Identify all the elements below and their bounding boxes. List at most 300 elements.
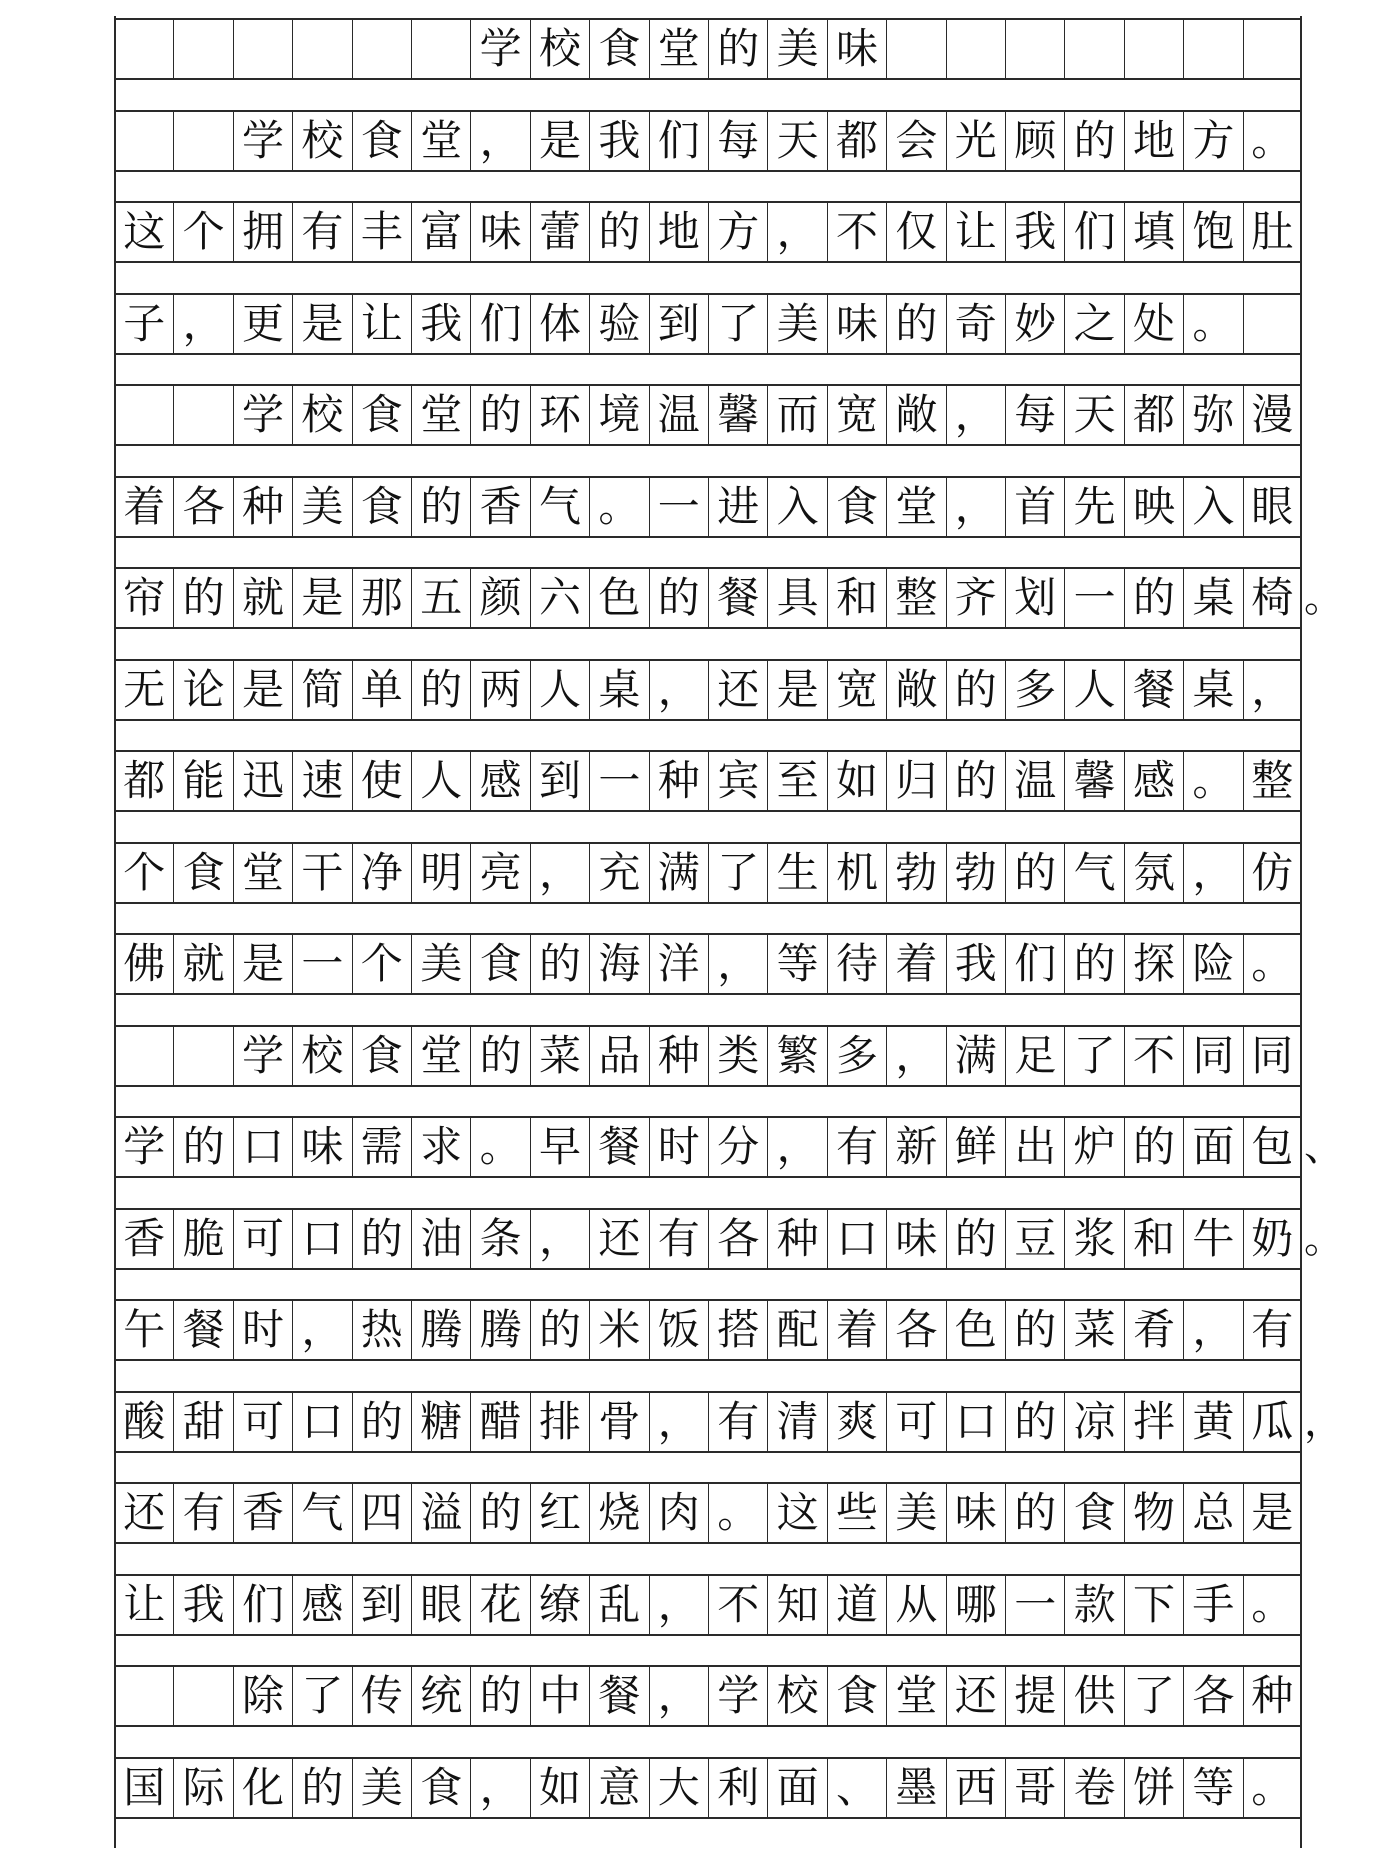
grid-cell: 各 (886, 1301, 945, 1359)
grid-cell: 堂 (886, 1667, 945, 1725)
grid-cell: 眼 (411, 1576, 470, 1634)
grid-cell: 而 (767, 386, 826, 444)
grid-cell: ， (767, 1118, 826, 1176)
grid-cell: 眼 (1243, 478, 1302, 536)
grid-cell: 颜 (470, 569, 529, 627)
grid-cell: 让 (946, 203, 1005, 261)
grid-cell (114, 1667, 173, 1725)
grid-cell: 堂 (411, 112, 470, 170)
grid-cell: 不 (708, 1576, 767, 1634)
grid-cell: 条 (470, 1210, 529, 1268)
grid-cell: 至 (767, 752, 826, 810)
grid-cell: 馨 (708, 386, 767, 444)
grid-cell: 论 (173, 661, 232, 719)
grid-cell: 饼 (1124, 1759, 1183, 1817)
grid-row (114, 1665, 1302, 1727)
grid-cell: ， (530, 844, 589, 902)
grid-cell: 食 (589, 20, 648, 78)
grid-cell: 我 (1005, 203, 1064, 261)
grid-cell: 脆 (173, 1210, 232, 1268)
grid-cell: 迅 (233, 752, 292, 810)
grid-cell: 映 (1124, 478, 1183, 536)
grid-cell: 明 (411, 844, 470, 902)
grid-cell: 亮 (470, 844, 529, 902)
grid-row (114, 659, 1302, 721)
grid-cell: 乱 (589, 1576, 648, 1634)
grid-cell: 体 (530, 295, 589, 353)
grid-cell: 个 (173, 203, 232, 261)
grid-cell: 们 (649, 112, 708, 170)
grid-cell: 食 (411, 1759, 470, 1817)
grid-row (114, 1025, 1302, 1087)
grid-cell: 六 (530, 569, 589, 627)
grid-cell: 早 (530, 1118, 589, 1176)
grid-cell: 同 (1243, 1027, 1302, 1085)
grid-cell: 菜 (1064, 1301, 1123, 1359)
grid-cell: 那 (352, 569, 411, 627)
grid-cell: 椅 (1243, 569, 1302, 627)
grid-cell: 着 (886, 935, 945, 993)
grid-cell: 具 (767, 569, 826, 627)
grid-cell: 口 (946, 1393, 1005, 1451)
grid-cell: 缭 (530, 1576, 589, 1634)
grid-cell: ， (886, 1027, 945, 1085)
grid-cell: 蕾 (530, 203, 589, 261)
grid-cell: 豆 (1005, 1210, 1064, 1268)
grid-cell: 天 (767, 112, 826, 170)
grid-row (114, 842, 1302, 904)
grid-cell: 了 (1124, 1667, 1183, 1725)
grid-cell: 填 (1124, 203, 1183, 261)
grid-cell: 入 (1183, 478, 1242, 536)
grid-cell: 餐 (173, 1301, 232, 1359)
grid-cell: 色 (946, 1301, 1005, 1359)
grid-cell: 香 (233, 1484, 292, 1542)
grid-cell: 感 (470, 752, 529, 810)
grid-cell: 桌 (1183, 661, 1242, 719)
grid-cell: 利 (708, 1759, 767, 1817)
grid-cell: 面 (1183, 1118, 1242, 1176)
grid-cell: 弥 (1183, 386, 1242, 444)
grid-cell: 味 (886, 1210, 945, 1268)
grid-cell: 是 (292, 295, 351, 353)
grid-cell: 的 (1124, 1118, 1183, 1176)
grid-cell: 一 (649, 478, 708, 536)
grid-cell: 出 (1005, 1118, 1064, 1176)
grid-cell (114, 112, 173, 170)
grid-cell: 米 (589, 1301, 648, 1359)
grid-cell: 两 (470, 661, 529, 719)
grid-cell: 是 (292, 569, 351, 627)
grid-cell: 分 (708, 1118, 767, 1176)
grid-cell: 美 (767, 295, 826, 353)
grid-cell: 还 (114, 1484, 173, 1542)
grid-cell: 方 (708, 203, 767, 261)
grid-cell: 还 (708, 661, 767, 719)
grid-cell: 。 (1243, 935, 1302, 993)
grid-cell: 的 (530, 935, 589, 993)
grid-cell: 奇 (946, 295, 1005, 353)
grid-cell (173, 20, 232, 78)
grid-cell: 桌 (589, 661, 648, 719)
grid-cell: 排 (530, 1393, 589, 1451)
grid-cell: 哥 (1005, 1759, 1064, 1817)
grid-cell: 餐 (1124, 661, 1183, 719)
grid-cell: 种 (767, 1210, 826, 1268)
grid-cell: ， (292, 1301, 351, 1359)
grid-cell: 无 (114, 661, 173, 719)
margin-punctuation: 。 (1304, 1215, 1344, 1262)
grid-cell: 手 (1183, 1576, 1242, 1634)
grid-cell: 传 (352, 1667, 411, 1725)
grid-cell: 学 (233, 1027, 292, 1085)
grid-cell: 。 (1243, 1576, 1302, 1634)
grid-cell: 的 (946, 752, 1005, 810)
grid-cell: 如 (530, 1759, 589, 1817)
grid-row (114, 201, 1302, 263)
grid-cell: 让 (114, 1576, 173, 1634)
grid-cell (292, 20, 351, 78)
grid-cell: 使 (352, 752, 411, 810)
grid-cell: 子 (114, 295, 173, 353)
grid-cell: 这 (114, 203, 173, 261)
grid-cell: 的 (470, 386, 529, 444)
grid-cell: 每 (708, 112, 767, 170)
grid-cell: 们 (470, 295, 529, 353)
grid-cell: 处 (1124, 295, 1183, 353)
grid-cell: 的 (173, 1118, 232, 1176)
grid-cell: 口 (292, 1393, 351, 1451)
grid-cell: 多 (1005, 661, 1064, 719)
grid-cell: 先 (1064, 478, 1123, 536)
grid-cell: 浆 (1064, 1210, 1123, 1268)
grid-cell: 种 (1243, 1667, 1302, 1725)
grid-cell: 方 (1183, 112, 1242, 170)
grid-cell: 的 (1064, 112, 1123, 170)
grid-cell: 西 (946, 1759, 1005, 1817)
grid-cell: 学 (708, 1667, 767, 1725)
grid-cell: 是 (233, 935, 292, 993)
grid-cell: 了 (708, 844, 767, 902)
grid-cell: 的 (589, 203, 648, 261)
grid-cell: 时 (649, 1118, 708, 1176)
grid-cell (411, 20, 470, 78)
grid-cell: 类 (708, 1027, 767, 1085)
grid-cell: 肚 (1243, 203, 1302, 261)
grid-cell: 待 (827, 935, 886, 993)
grid-cell: 食 (827, 1667, 886, 1725)
grid-cell: 香 (114, 1210, 173, 1268)
grid-cell: 满 (946, 1027, 1005, 1085)
grid-cell: 可 (233, 1393, 292, 1451)
grid-cell: 充 (589, 844, 648, 902)
grid-cell: 食 (173, 844, 232, 902)
grid-cell: 着 (827, 1301, 886, 1359)
grid-cell: 种 (649, 752, 708, 810)
grid-cell: 温 (649, 386, 708, 444)
grid-cell (173, 1667, 232, 1725)
grid-cell: 肴 (1124, 1301, 1183, 1359)
grid-cell: 腾 (411, 1301, 470, 1359)
grid-cell: 能 (173, 752, 232, 810)
grid-cell: 整 (1243, 752, 1302, 810)
grid-cell: 氛 (1124, 844, 1183, 902)
grid-cell: 面 (767, 1759, 826, 1817)
grid-cell: 香 (470, 478, 529, 536)
grid-cell: 的 (946, 661, 1005, 719)
grid-cell: 各 (708, 1210, 767, 1268)
grid-row (114, 476, 1302, 538)
manuscript-grid-paper (114, 18, 1344, 1848)
grid-cell: 我 (173, 1576, 232, 1634)
grid-cell: 每 (1005, 386, 1064, 444)
grid-cell: 速 (292, 752, 351, 810)
grid-cell: 凉 (1064, 1393, 1123, 1451)
grid-cell: 美 (292, 478, 351, 536)
grid-cell (114, 1027, 173, 1085)
grid-cell: 的 (470, 1667, 529, 1725)
grid-cell: 的 (352, 1393, 411, 1451)
grid-cell: 下 (1124, 1576, 1183, 1634)
grid-cell: 学 (233, 386, 292, 444)
grid-cell: 中 (530, 1667, 589, 1725)
grid-cell: 味 (946, 1484, 1005, 1542)
grid-cell: 鲜 (946, 1118, 1005, 1176)
grid-cell: 校 (767, 1667, 826, 1725)
grid-cell: 就 (173, 935, 232, 993)
grid-cell: 可 (886, 1393, 945, 1451)
grid-cell (114, 20, 173, 78)
grid-cell: 的 (886, 295, 945, 353)
grid-cell: 瓜 (1243, 1393, 1302, 1451)
grid-cell: 餐 (708, 569, 767, 627)
grid-cell: 美 (767, 20, 826, 78)
grid-cell: 种 (649, 1027, 708, 1085)
grid-cell: 学 (114, 1118, 173, 1176)
grid-cell: 有 (292, 203, 351, 261)
grid-cell: 堂 (649, 20, 708, 78)
grid-cell: 腾 (470, 1301, 529, 1359)
grid-cell: 花 (470, 1576, 529, 1634)
grid-cell: 的 (470, 1484, 529, 1542)
grid-cell: 帘 (114, 569, 173, 627)
grid-cell: 一 (589, 752, 648, 810)
grid-cell: 齐 (946, 569, 1005, 627)
grid-cell: 品 (589, 1027, 648, 1085)
grid-cell: 宽 (827, 661, 886, 719)
grid-row (114, 1482, 1302, 1544)
grid-cell: 气 (1064, 844, 1123, 902)
grid-cell: 了 (708, 295, 767, 353)
grid-row (114, 1391, 1344, 1453)
grid-cell: 配 (767, 1301, 826, 1359)
grid-cell: 哪 (946, 1576, 1005, 1634)
grid-cell: 四 (352, 1484, 411, 1542)
grid-cell: 净 (352, 844, 411, 902)
grid-cell: 。 (708, 1484, 767, 1542)
grid-cell: 美 (411, 935, 470, 993)
grid-row (114, 1757, 1302, 1819)
grid-cell: 到 (530, 752, 589, 810)
grid-cell: 划 (1005, 569, 1064, 627)
grid-cell: 干 (292, 844, 351, 902)
grid-cell: 温 (1005, 752, 1064, 810)
grid-cell: 热 (352, 1301, 411, 1359)
grid-cell: 的 (1064, 935, 1123, 993)
grid-cell: 食 (352, 478, 411, 536)
grid-cell: 个 (114, 844, 173, 902)
grid-cell: 有 (173, 1484, 232, 1542)
grid-cell (1124, 20, 1183, 78)
grid-cell: 还 (946, 1667, 1005, 1725)
grid-cell: 醋 (470, 1393, 529, 1451)
grid-cell: 意 (589, 1759, 648, 1817)
grid-cell: 清 (767, 1393, 826, 1451)
grid-row (114, 1116, 1344, 1178)
grid-cell: 和 (827, 569, 886, 627)
grid-cell: 富 (411, 203, 470, 261)
grid-cell: 的 (411, 478, 470, 536)
grid-cell: 我 (411, 295, 470, 353)
grid-cell: 午 (114, 1301, 173, 1359)
grid-cell: 勃 (886, 844, 945, 902)
grid-cell: 个 (352, 935, 411, 993)
grid-cell: 机 (827, 844, 886, 902)
grid-cell: 让 (352, 295, 411, 353)
grid-row (114, 293, 1302, 355)
grid-cell: 人 (1064, 661, 1123, 719)
grid-cell: 味 (470, 203, 529, 261)
grid-row (114, 384, 1302, 446)
grid-cell: 搭 (708, 1301, 767, 1359)
grid-cell: 地 (1124, 112, 1183, 170)
grid-cell: 的 (1005, 844, 1064, 902)
grid-cell: 归 (886, 752, 945, 810)
grid-cell: 。 (589, 478, 648, 536)
grid-cell: 款 (1064, 1576, 1123, 1634)
grid-cell: 。 (1183, 295, 1242, 353)
grid-cell: 校 (292, 386, 351, 444)
grid-cell: 糖 (411, 1393, 470, 1451)
grid-cell: 堂 (233, 844, 292, 902)
grid-cell: 之 (1064, 295, 1123, 353)
grid-cell: 味 (827, 20, 886, 78)
grid-cell: 卷 (1064, 1759, 1123, 1817)
grid-cell: 境 (589, 386, 648, 444)
grid-cell: 了 (1064, 1027, 1123, 1085)
grid-cell: 的 (1005, 1393, 1064, 1451)
margin-punctuation: 、 (1304, 1124, 1344, 1170)
grid-cell: 馨 (1064, 752, 1123, 810)
grid-cell: 都 (114, 752, 173, 810)
grid-cell: 除 (233, 1667, 292, 1725)
grid-cell: 烧 (589, 1484, 648, 1542)
grid-cell: 些 (827, 1484, 886, 1542)
grid-cell: 顾 (1005, 112, 1064, 170)
grid-cell: 佛 (114, 935, 173, 993)
grid-cell: 的 (173, 569, 232, 627)
grid-cell: 从 (886, 1576, 945, 1634)
grid-cell: 包 (1243, 1118, 1302, 1176)
grid-cell (1183, 20, 1242, 78)
grid-cell: 我 (946, 935, 1005, 993)
grid-cell: 环 (530, 386, 589, 444)
grid-row (114, 110, 1302, 172)
grid-row (114, 933, 1302, 995)
grid-cell: 气 (292, 1484, 351, 1542)
grid-cell: 饱 (1183, 203, 1242, 261)
grid-cell (173, 1027, 232, 1085)
grid-cell: 不 (1124, 1027, 1183, 1085)
grid-cell: 油 (411, 1210, 470, 1268)
grid-cell: 大 (649, 1759, 708, 1817)
grid-cell: 整 (886, 569, 945, 627)
grid-cell: 的 (1124, 569, 1183, 627)
grid-cell: 口 (292, 1210, 351, 1268)
grid-cell: 知 (767, 1576, 826, 1634)
grid-cell: 是 (1243, 1484, 1302, 1542)
grid-cell: 黄 (1183, 1393, 1242, 1451)
grid-cell: 食 (827, 478, 886, 536)
grid-cell: 美 (352, 1759, 411, 1817)
grid-cell: 有 (649, 1210, 708, 1268)
grid-cell: 的 (1005, 1301, 1064, 1359)
grid-cell: 酸 (114, 1393, 173, 1451)
grid-cell: 食 (470, 935, 529, 993)
grid-cell: 食 (352, 386, 411, 444)
grid-cell: 敞 (886, 386, 945, 444)
grid-cell: 更 (233, 295, 292, 353)
grid-cell: 同 (1183, 1027, 1242, 1085)
grid-cell: ， (649, 661, 708, 719)
grid-cell: 爽 (827, 1393, 886, 1451)
grid-cell (233, 20, 292, 78)
grid-cell: 学 (233, 112, 292, 170)
margin-punctuation: ， (1304, 1398, 1344, 1445)
grid-cell: 总 (1183, 1484, 1242, 1542)
grid-cell: 勃 (946, 844, 1005, 902)
grid-cell: 如 (827, 752, 886, 810)
grid-cell: ， (1183, 1301, 1242, 1359)
grid-cell: 漫 (1243, 386, 1302, 444)
grid-cell: 到 (649, 295, 708, 353)
grid-cell: 食 (352, 112, 411, 170)
grid-cell: 的 (411, 661, 470, 719)
grid-cell: 妙 (1005, 295, 1064, 353)
grid-row (114, 567, 1344, 629)
grid-cell: 、 (827, 1759, 886, 1817)
grid-cell (1243, 20, 1302, 78)
grid-cell: 首 (1005, 478, 1064, 536)
grid-cell: 美 (886, 1484, 945, 1542)
grid-cell: 需 (352, 1118, 411, 1176)
grid-cell: 单 (352, 661, 411, 719)
grid-cell: 等 (767, 935, 826, 993)
grid-cell: 洋 (649, 935, 708, 993)
grid-cell: 桌 (1183, 569, 1242, 627)
grid-cell: 各 (173, 478, 232, 536)
grid-cell: 口 (233, 1118, 292, 1176)
grid-cell: 奶 (1243, 1210, 1302, 1268)
grid-cell: 人 (530, 661, 589, 719)
grid-cell: 丰 (352, 203, 411, 261)
grid-cell: 有 (708, 1393, 767, 1451)
grid-cell: 人 (411, 752, 470, 810)
grid-cell: 一 (292, 935, 351, 993)
grid-cell: 有 (1243, 1301, 1302, 1359)
grid-cell: 多 (827, 1027, 886, 1085)
grid-cell: 。 (470, 1118, 529, 1176)
